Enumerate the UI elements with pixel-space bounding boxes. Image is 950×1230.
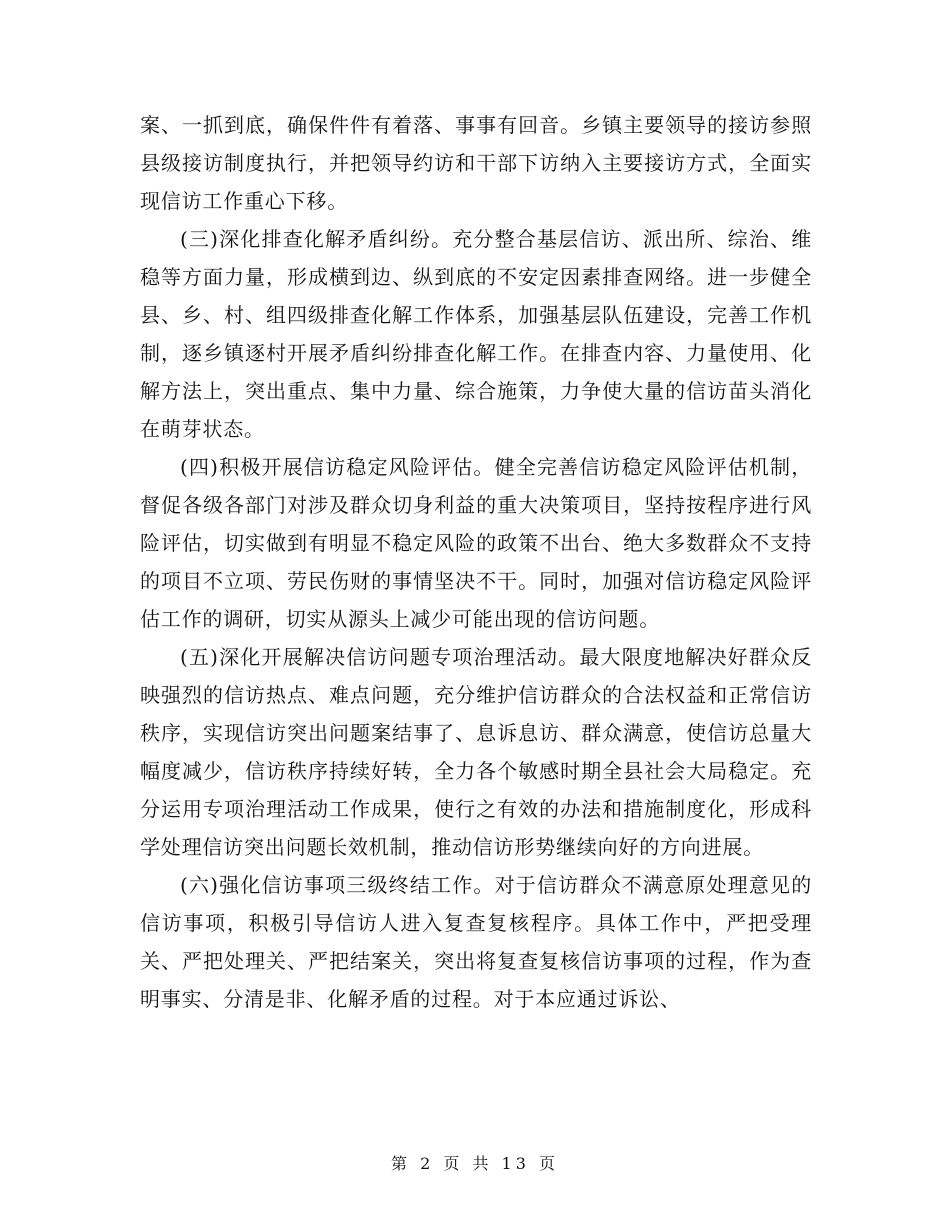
- paragraph-section-6: (六)强化信访事项三级终结工作。对于信访群众不满意原处理意见的信访事项，积极引导信访人进入复查复核程序。具体工作中，严把受理关、严把处理关、严把结案关，突出将复查复核信访事项的过程，作为查明事实、分清是非、化解矛盾的过程。对于本应通过诉讼、: [140, 873, 812, 1011]
- paragraph-section-3: (三)深化排查化解矛盾纠纷。充分整合基层信访、派出所、综治、维稳等方面力量，形成横到边、纵到底的不安定因素排查网络。进一步健全县、乡、村、组四级排查化解工作体系，加强基层队伍建设，完善工作机制，逐乡镇逐村开展矛盾纠纷排查化解工作。在排查内容、力量使用、化解方法上，突出重点、集中力量、综合施策，力争使大量的信访苗头消化在萌芽状态。: [140, 227, 812, 441]
- paragraph-continuation: 案、一抓到底，确保件件有着落、事事有回音。乡镇主要领导的接访参照县级接访制度执行，并把领导约访和干部下访纳入主要接访方式，全面实现信访工作重心下移。: [140, 113, 812, 213]
- paragraph-section-4: (四)积极开展信访稳定风险评估。健全完善信访稳定风险评估机制，督促各级各部门对涉及群众切身利益的重大决策项目，坚持按程序进行风险评估，切实做到有明显不稳定风险的政策不出台、绝大多数群众不支持的项目不立项、劳民伤财的事情坚决不干。同时，加强对信访稳定风险评估工作的调研，切实从源头上减少可能出现的信访问题。: [140, 455, 812, 631]
- document-body: [140, 106, 812, 1018]
- paragraph-section-5: (五)深化开展解决信访问题专项治理活动。最大限度地解决好群众反映强烈的信访热点、难点问题，充分维护信访群众的合法权益和正常信访秩序，实现信访突出问题案结事了、息诉息访、群众满意，使信访总量大幅度减少，信访秩序持续好转，全力各个敏感时期全县社会大局稳定。充分运用专项治理活动工作成果，使行之有效的办法和措施制度化，形成科学处理信访突出问题长效机制，推动信访形势继续向好的方向进展。: [140, 645, 812, 859]
- page-footer: 第 2 页 共 13 页: [391, 1154, 559, 1173]
